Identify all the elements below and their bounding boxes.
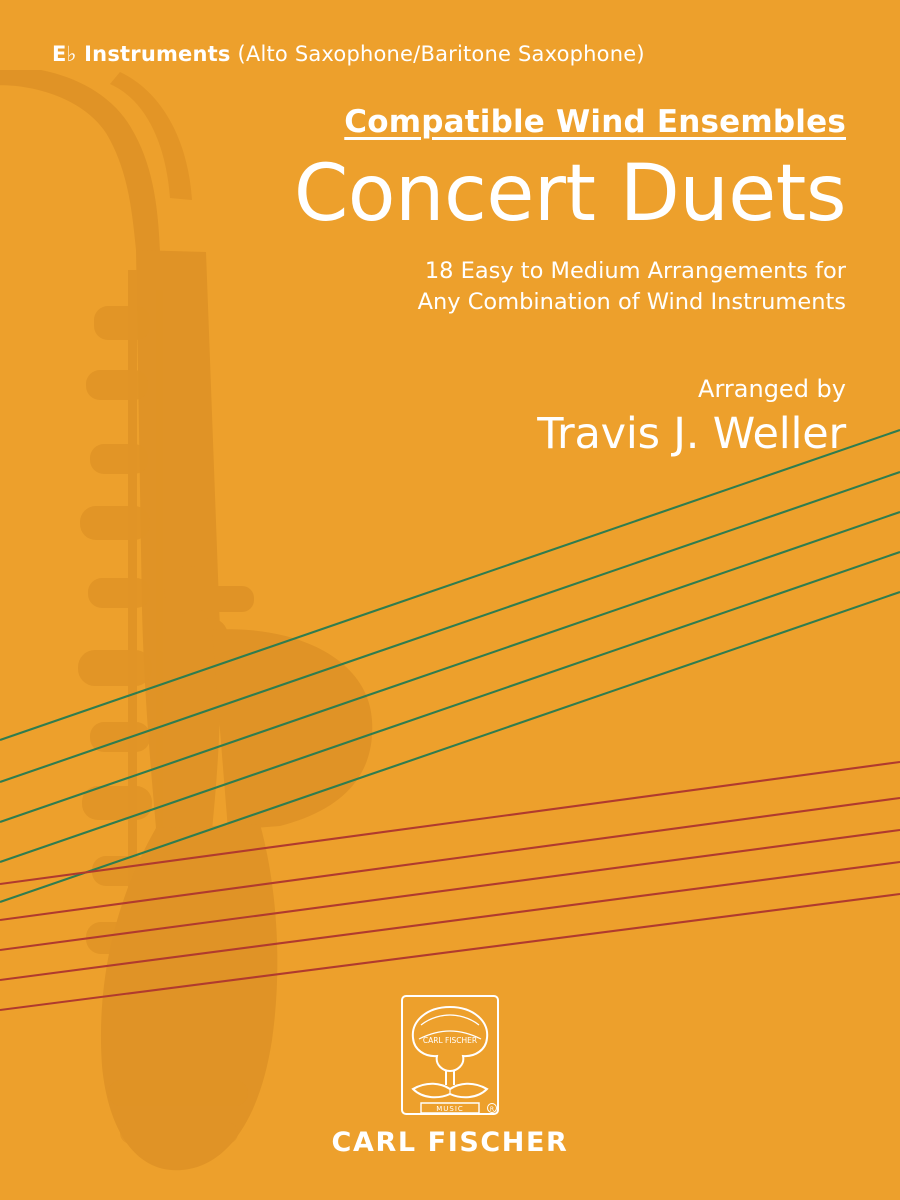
title-block [226, 102, 846, 459]
publisher-name: CARL FISCHER [331, 1127, 569, 1158]
arranged-by-label: Arranged by [698, 374, 846, 403]
publisher-block [0, 993, 900, 1158]
subtitle-line-2: Any Combination of Wind Instruments [417, 288, 846, 315]
tree-and-book-emblem-icon [391, 993, 509, 1121]
series-title: Compatible Wind Ensembles [344, 104, 846, 140]
instrument-key-label: E♭ Instruments [52, 42, 231, 66]
arranger-name: Travis J. Weller [537, 408, 846, 459]
logo-bottom-text: MUSIC [436, 1105, 464, 1113]
instrument-detail-label: (Alto Saxophone/Baritone Saxophone) [237, 42, 645, 66]
logo-top-text: CARL FISCHER [422, 1036, 478, 1045]
instrument-header [52, 42, 645, 66]
subtitle-line-1: 18 Easy to Medium Arrangements for [424, 258, 846, 285]
svg-text:R: R [489, 1106, 495, 1113]
page-title: Concert Duets [293, 149, 846, 240]
